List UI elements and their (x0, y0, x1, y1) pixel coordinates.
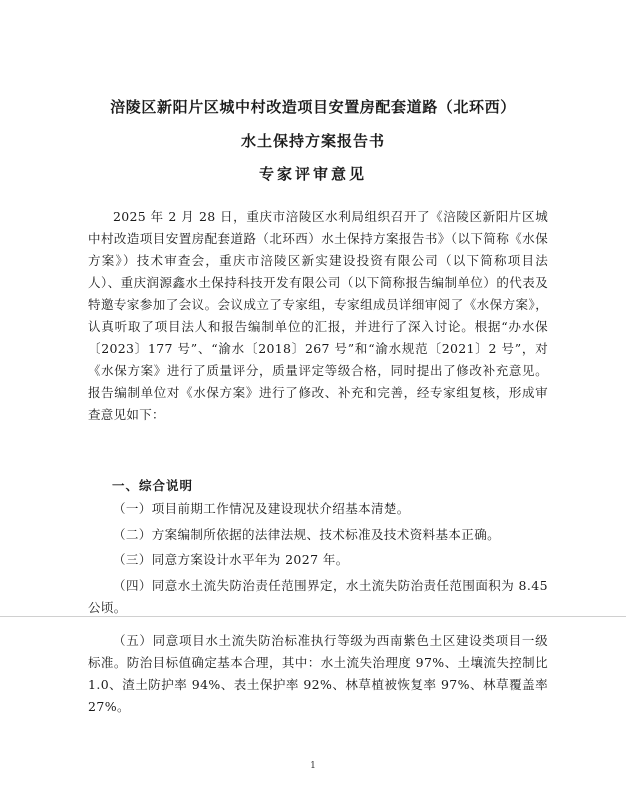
document-title-line-2: 水土保持方案报告书 (240, 132, 385, 150)
list-item: （五）同意项目水土流失防治标准执行等级为西南紫色土区建设类项目一级标准。防治目标值确定基本合理，其中：水土流失治理度 97%、土壤流失控制比 1.0、渣土防护率 94%、表土保护率 92%、林草植被恢复率 97%、林草覆盖率 27%。 (88, 633, 548, 714)
scan-fold-line (0, 616, 626, 617)
intro-paragraph: 2025 年 2 月 28 日，重庆市涪陵区水利局组织召开了《涪陵区新阳片区城中村改造项目安置房配套道路（北环西）水土保持方案报告书》（以下简称《水保方案》）技术审查会，重庆市涪陵区新实建设投资有限公司（以下简称项目法人）、重庆润源鑫水土保持科技开发有限公司（以下简称报告编制单位）的代表及特邀专家参加了会议。会议成立了专家组，专家组成员详细审阅了《水保方案》，认真听取了项目法人和报告编制单位的汇报，并进行了深入讨论。根据“办水保〔2023〕177 号”、“渝水〔2018〕267 号”和“渝水规范〔2021〕2 号”，对《水保方案》进行了质量评分，质量评定等级合格，同时提出了修改补充意见。报告编制单位对《水保方案》进行了修改、补充和完善，经专家组复核，形成审查意见如下： (88, 209, 548, 422)
list-item: （三）同意方案设计水平年为 2027 年。 (113, 552, 349, 567)
list-item: （四）同意水土流失防治责任范围界定，水土流失防治责任范围面积为 8.45 公顷。 (88, 578, 548, 615)
page-number: 1 (310, 761, 316, 771)
list-item: （二）方案编制所依据的法律法规、技术标准及技术资料基本正确。 (113, 527, 501, 542)
document-title-line-1: 涪陵区新阳片区城中村改造项目安置房配套道路（北环西） (110, 98, 516, 116)
list-item: （一）项目前期工作情况及建设现状介绍基本清楚。 (113, 501, 410, 516)
document-title-line-3: 专家评审意见 (258, 165, 367, 183)
section-heading: 一、综合说明 (112, 478, 194, 493)
